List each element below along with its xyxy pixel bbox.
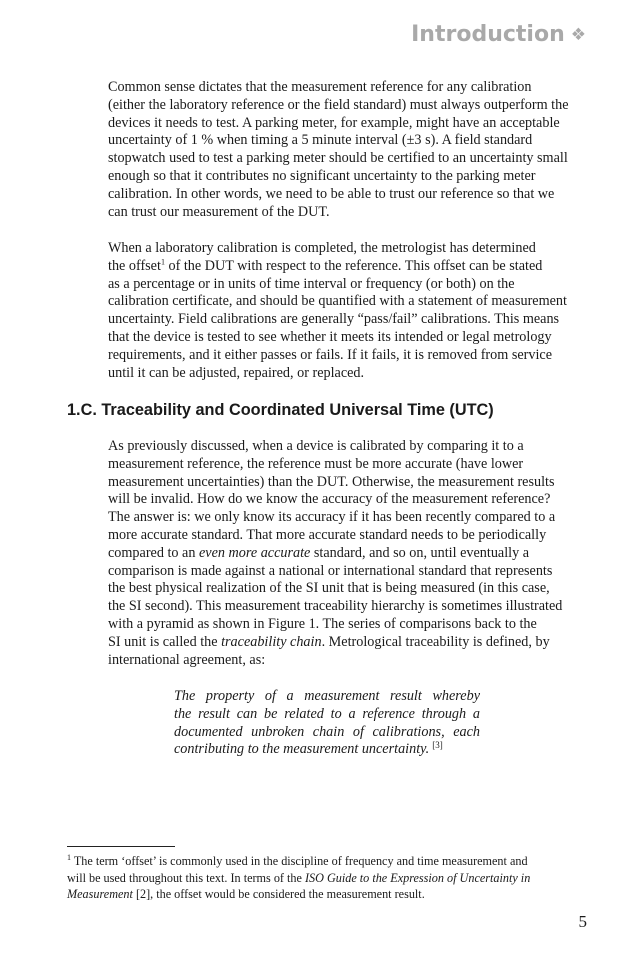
text-line: devices it needs to test. A parking meter, for example, might have an acceptable	[108, 114, 560, 131]
text-run: SI unit is called the	[108, 633, 222, 650]
footnote-text: The term ‘offset’ is commonly used in the discipline of frequency and time measurement and	[71, 854, 528, 868]
text-line	[108, 258, 588, 276]
text-line: Common sense dictates that the measurement reference for any calibration	[108, 79, 532, 95]
text-line: calibration. In other words, we need to be able to trust our reference so that we	[108, 185, 555, 202]
text-line: measurement reference, the reference must be more accurate (have lower	[108, 455, 524, 472]
footnote-marker: 1	[160, 257, 165, 267]
emphasis-text: even more accurate	[199, 544, 311, 561]
text-line: measurement uncertainties) than the DUT. Otherwise, the measurement results	[108, 473, 555, 490]
text-run: compared to an	[108, 544, 199, 561]
text-line	[108, 545, 588, 563]
text-line: international agreement, as:	[108, 651, 266, 668]
running-head-title: Introduction	[411, 22, 565, 47]
footnote-text: [2], the offset would be considered the measurement result.	[132, 887, 425, 901]
text-line: with a pyramid as shown in Figure 1. The series of comparisons back to the	[108, 615, 537, 632]
footnote-text: will be used throughout this text. In terms of the	[67, 870, 305, 885]
text-line: that the device is tested to see whether it meets its intended or legal metrology	[108, 328, 552, 345]
text-line: comparison is made against a national or international standard that represents	[108, 562, 553, 579]
text-line: the SI second). This measurement traceability hierarchy is sometimes illustrated	[108, 598, 563, 615]
text-line: calibration certificate, and should be quantified with a statement of measurement	[108, 293, 567, 310]
text-line: will be invalid. How do we know the accuracy of the measurement reference?	[108, 491, 551, 508]
footnote-line	[67, 853, 587, 870]
definition-quote	[174, 688, 480, 759]
footnote-marker: 1	[67, 852, 71, 862]
paragraph-3	[108, 438, 588, 669]
quote-line: documented unbroken chain of calibrations, each	[174, 723, 480, 740]
footnote-line	[67, 886, 587, 903]
running-head	[411, 22, 586, 47]
quote-line: The property of a measurement result whereby	[174, 688, 480, 704]
page-number: 5	[578, 912, 587, 931]
text-line: as a percentage or in units of time interval or frequency (or both) on the	[108, 275, 515, 292]
paragraph-1	[108, 79, 588, 221]
footnote-emphasis: ISO Guide to the Expression of Uncertainty in	[304, 870, 531, 885]
footnote-divider	[67, 846, 175, 847]
quote-text: contributing to the measurement uncertainty.	[174, 741, 430, 758]
quote-line	[174, 741, 480, 759]
text-line: requirements, and it either passes or fails. If it fails, it is removed from service	[108, 346, 553, 363]
emphasis-text: traceability chain	[221, 633, 322, 650]
text-line: the best physical realization of the SI unit that is being measured (in this case,	[108, 580, 550, 597]
text-run: of the DUT with respect to the reference. This offset can be stated	[164, 257, 543, 274]
text-run: . Metrological traceability is defined, by	[321, 633, 550, 650]
section-heading: 1.C. Traceability and Coordinated Universal Time (UTC)	[67, 401, 494, 419]
text-line: (either the laboratory reference or the field standard) must always outperform the	[108, 96, 569, 113]
text-line: uncertainty. Field calibrations are generally “pass/fail” calibrations. This means	[108, 311, 560, 328]
paragraph-2	[108, 240, 588, 382]
text-line: until it can be adjusted, repaired, or replaced.	[108, 364, 365, 381]
footnote	[67, 853, 587, 903]
text-run: standard, and so on, until eventually a	[310, 544, 530, 561]
text-line: more accurate standard. That more accurate standard needs to be periodically	[108, 526, 547, 543]
text-line: can trust our measurement of the DUT.	[108, 203, 330, 220]
footnote-line	[67, 870, 587, 887]
text-line: As previously discussed, when a device is calibrated by comparing it to a	[108, 438, 524, 454]
text-line: enough so that it contributes no significant uncertainty to the parking meter	[108, 167, 536, 184]
fleuron-icon: ❖	[570, 24, 586, 45]
footnote-emphasis: Measurement	[67, 887, 133, 901]
text-line: When a laboratory calibration is completed, the metrologist has determined	[108, 240, 536, 256]
quote-line: the result can be related to a reference through a	[174, 705, 480, 722]
text-line: stopwatch used to test a parking meter should be certified to an uncertainty small	[108, 150, 568, 167]
text-line: The answer is: we only know its accuracy if it has been recently compared to a	[108, 509, 556, 526]
citation-reference: [3]	[432, 739, 443, 750]
text-run: the offset	[108, 257, 161, 274]
text-line	[108, 634, 588, 652]
text-line: uncertainty of 1 % when timing a 5 minute interval (±3 s). A field standard	[108, 132, 533, 149]
